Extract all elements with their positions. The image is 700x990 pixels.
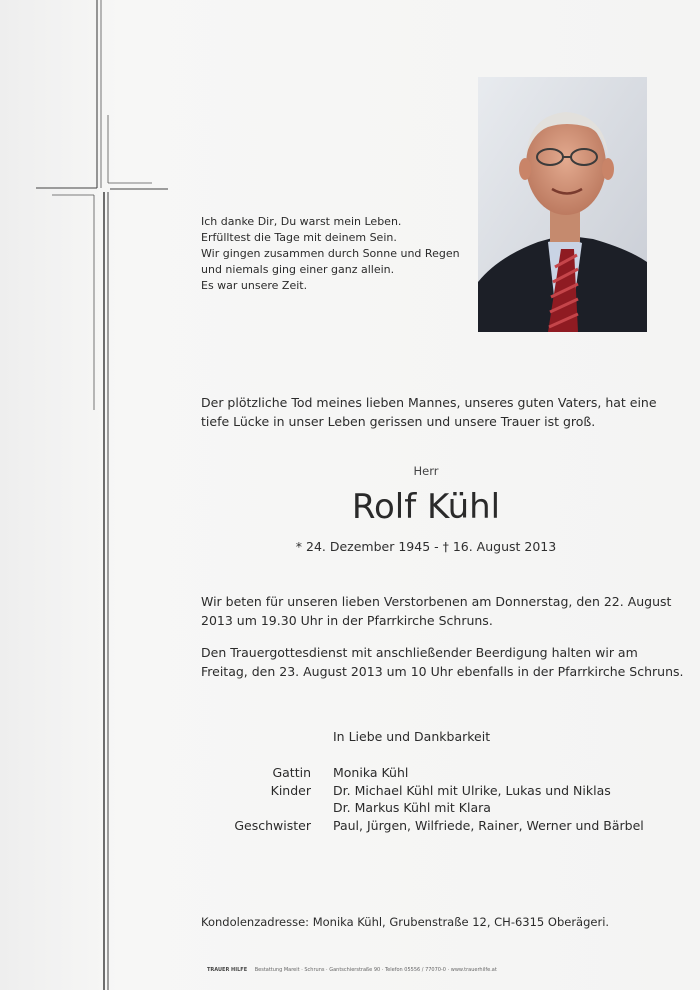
cross-icon [0, 0, 180, 990]
mourner-row [201, 817, 671, 835]
relation-names: Monika Kühl [333, 765, 409, 780]
relation-names: Dr. Michael Kühl mit Ulrike, Lukas und Niklas [333, 782, 611, 798]
footer-text: Bestattung Mareit · Schruns · Gantschierstraße 90 · Telefon 05556 / 77070-0 · www.trauerhilfe.at [254, 967, 497, 973]
poem-line: Erfülltest die Tage mit deinem Sein. [201, 231, 397, 244]
poem-line: Es war unsere Zeit. [201, 279, 308, 292]
prayer-line: 2013 um 19.30 Uhr in der Pfarrkirche Schruns. [201, 613, 493, 628]
relation-label: Gattin [272, 765, 311, 780]
poem-line: Wir gingen zusammen durch Sonne und Regen [201, 247, 460, 260]
relation-label: Kinder [270, 782, 311, 798]
funeral-announcement [201, 643, 684, 681]
funeral-line: Freitag, den 23. August 2013 um 10 Uhr ebenfalls in der Pfarrkirche Schruns. [201, 664, 684, 679]
deceased-name: Rolf Kühl [351, 487, 501, 527]
life-dates: * 24. Dezember 1945 - † 16. August 2013 [295, 539, 557, 554]
intro-text [201, 393, 656, 431]
relation-label: Geschwister [234, 817, 311, 833]
prayer-announcement [201, 592, 676, 630]
poem-line: Ich danke Dir, Du warst mein Leben. [201, 215, 402, 228]
relation-names: Dr. Markus Kühl mit Klara [333, 800, 491, 815]
prayer-line: Wir beten für unseren lieben Verstorbenen am Donnerstag, den 22. August [201, 594, 672, 609]
mourner-row [201, 782, 671, 800]
poem-line: und niemals ging einer ganz allein. [201, 263, 395, 276]
portrait-photo [478, 77, 647, 332]
funeral-line: Den Trauergottesdienst mit anschließender Beerdigung halten wir am [201, 645, 638, 660]
poem [201, 214, 471, 294]
intro-line: tiefe Lücke in unser Leben gerissen und unsere Trauer ist groß. [201, 414, 596, 429]
intro-line: Der plötzliche Tod meines lieben Mannes, unseres guten Vaters, hat eine [201, 395, 657, 410]
mourners-list [201, 764, 671, 834]
relation-names: Paul, Jürgen, Wilfriede, Rainer, Werner und Bärbel [333, 817, 644, 833]
closing-phrase: In Liebe und Dankbarkeit [333, 729, 491, 744]
footer-brand: TRAUER HILFE [207, 967, 248, 973]
condolence-address: Kondolenzadresse: Monika Kühl, Grubenstraße 12, CH-6315 Oberägeri. [201, 915, 610, 929]
salutation: Herr [413, 464, 439, 478]
mourner-row [201, 764, 671, 782]
mourner-row [201, 799, 671, 817]
funeral-home-footer [207, 967, 497, 973]
